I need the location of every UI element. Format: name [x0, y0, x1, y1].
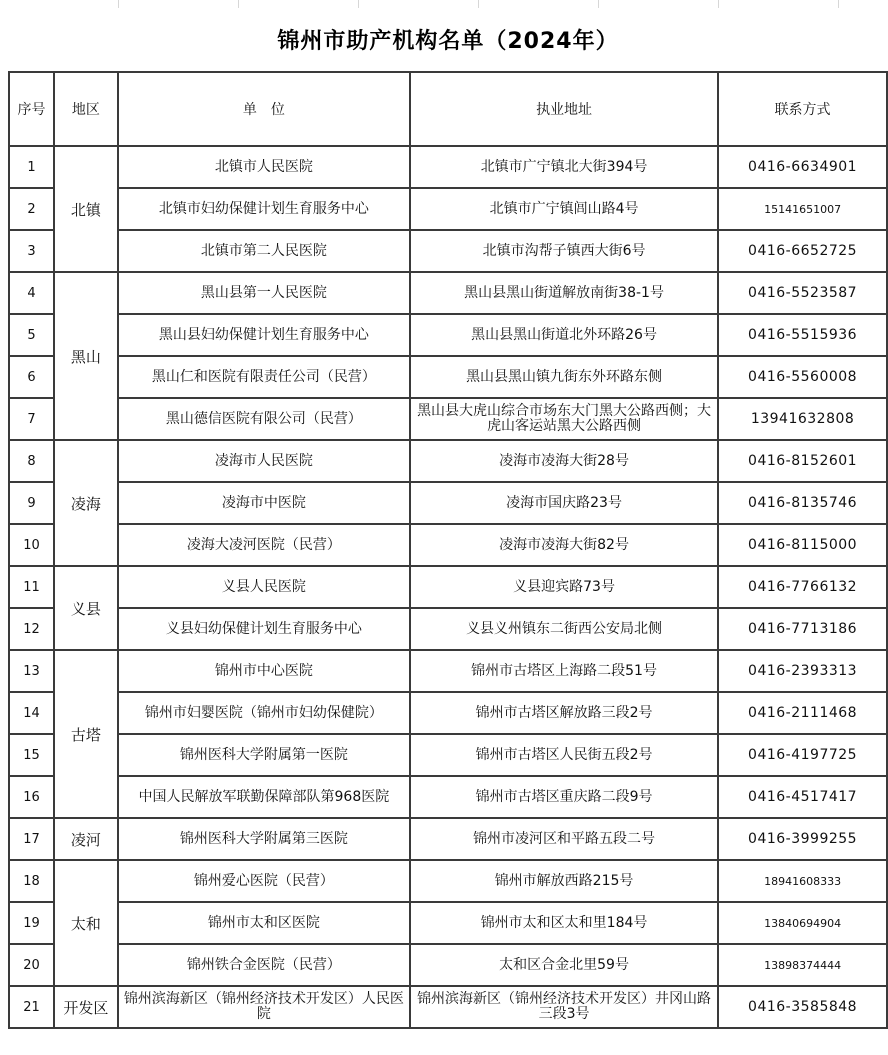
phone: 0416-3999255 — [718, 818, 887, 860]
address: 黑山县黑山街道北外环路26号 — [410, 314, 718, 356]
phone: 13898374444 — [718, 944, 887, 986]
area-cell: 太和 — [54, 860, 118, 986]
phone: 0416-4517417 — [718, 776, 887, 818]
row-no: 15 — [9, 734, 54, 776]
row-no: 3 — [9, 230, 54, 272]
unit-name: 锦州铁合金医院（民营） — [118, 944, 410, 986]
row-no: 10 — [9, 524, 54, 566]
area-cell: 凌河 — [54, 818, 118, 860]
unit-name: 黑山仁和医院有限责任公司（民营） — [118, 356, 410, 398]
row-no: 16 — [9, 776, 54, 818]
document-title: 锦州市助产机构名单（2024年） — [277, 29, 619, 54]
phone: 13941632808 — [718, 398, 887, 440]
row-no: 1 — [9, 146, 54, 188]
phone: 0416-6634901 — [718, 146, 887, 188]
table-row — [9, 146, 887, 188]
header-unit: 单 位 — [118, 72, 410, 146]
row-no: 6 — [9, 356, 54, 398]
area-cell: 北镇 — [54, 146, 118, 272]
header-phone: 联系方式 — [718, 72, 887, 146]
unit-name: 北镇市第二人民医院 — [118, 230, 410, 272]
address: 北镇市广宁镇北大街394号 — [410, 146, 718, 188]
unit-name: 中国人民解放军联勤保障部队第968医院 — [118, 776, 410, 818]
table-row — [9, 482, 887, 524]
phone: 0416-6652725 — [718, 230, 887, 272]
row-no: 17 — [9, 818, 54, 860]
table-row — [9, 734, 887, 776]
unit-name: 锦州医科大学附属第三医院 — [118, 818, 410, 860]
row-no: 19 — [9, 902, 54, 944]
table-row — [9, 398, 887, 440]
row-no: 18 — [9, 860, 54, 902]
row-no: 21 — [9, 986, 54, 1028]
area-cell: 黑山 — [54, 272, 118, 440]
table-row — [9, 272, 887, 314]
unit-name: 凌海市人民医院 — [118, 440, 410, 482]
row-no: 14 — [9, 692, 54, 734]
area-cell: 开发区 — [54, 986, 118, 1028]
address: 锦州市解放西路215号 — [410, 860, 718, 902]
row-no: 20 — [9, 944, 54, 986]
row-no: 12 — [9, 608, 54, 650]
table-row — [9, 650, 887, 692]
header-no: 序号 — [9, 72, 54, 146]
table-row — [9, 314, 887, 356]
table-row — [9, 818, 887, 860]
table-row — [9, 566, 887, 608]
address: 凌海市凌海大街28号 — [410, 440, 718, 482]
table-row — [9, 902, 887, 944]
table-row — [9, 986, 887, 1028]
address: 黑山县大虎山综合市场东大门黑大公路西侧；大虎山客运站黑大公路西侧 — [410, 398, 718, 440]
phone: 0416-5523587 — [718, 272, 887, 314]
phone: 0416-8135746 — [718, 482, 887, 524]
unit-name: 凌海大凌河医院（民营） — [118, 524, 410, 566]
address: 凌海市国庆路23号 — [410, 482, 718, 524]
document-sheet — [8, 8, 888, 1055]
table-row — [9, 440, 887, 482]
address: 锦州滨海新区（锦州经济技术开发区）井冈山路三段3号 — [410, 986, 718, 1028]
unit-name: 义县人民医院 — [118, 566, 410, 608]
unit-name: 北镇市妇幼保健计划生育服务中心 — [118, 188, 410, 230]
table-row — [9, 230, 887, 272]
header-area: 地区 — [54, 72, 118, 146]
row-no: 9 — [9, 482, 54, 524]
phone: 0416-7766132 — [718, 566, 887, 608]
phone: 0416-7713186 — [718, 608, 887, 650]
row-no: 7 — [9, 398, 54, 440]
address: 锦州市古塔区上海路二段51号 — [410, 650, 718, 692]
phone: 0416-8115000 — [718, 524, 887, 566]
unit-name: 黑山县第一人民医院 — [118, 272, 410, 314]
phone: 18941608333 — [718, 860, 887, 902]
table-row — [9, 608, 887, 650]
phone: 0416-5515936 — [718, 314, 887, 356]
institution-table — [8, 71, 888, 1029]
row-no: 2 — [9, 188, 54, 230]
area-cell: 凌海 — [54, 440, 118, 566]
unit-name: 锦州市太和区医院 — [118, 902, 410, 944]
unit-name: 黑山县妇幼保健计划生育服务中心 — [118, 314, 410, 356]
unit-name: 锦州市妇婴医院（锦州市妇幼保健院） — [118, 692, 410, 734]
address: 太和区合金北里59号 — [410, 944, 718, 986]
address: 锦州市太和区太和里184号 — [410, 902, 718, 944]
unit-name: 凌海市中医院 — [118, 482, 410, 524]
address: 锦州市凌河区和平路五段二号 — [410, 818, 718, 860]
phone: 0416-8152601 — [718, 440, 887, 482]
address: 义县义州镇东二街西公安局北侧 — [410, 608, 718, 650]
table-row — [9, 944, 887, 986]
row-no: 8 — [9, 440, 54, 482]
address: 北镇市广宁镇闾山路4号 — [410, 188, 718, 230]
row-no: 13 — [9, 650, 54, 692]
area-cell: 义县 — [54, 566, 118, 650]
address: 黑山县黑山镇九街东外环路东侧 — [410, 356, 718, 398]
phone: 0416-5560008 — [718, 356, 887, 398]
address: 锦州市古塔区解放路三段2号 — [410, 692, 718, 734]
area-cell: 古塔 — [54, 650, 118, 818]
address: 义县迎宾路73号 — [410, 566, 718, 608]
table-row — [9, 188, 887, 230]
unit-name: 黑山德信医院有限公司（民营） — [118, 398, 410, 440]
address: 北镇市沟帮子镇西大街6号 — [410, 230, 718, 272]
row-no: 4 — [9, 272, 54, 314]
phone: 0416-2393313 — [718, 650, 887, 692]
table-row — [9, 356, 887, 398]
address: 锦州市古塔区人民街五段2号 — [410, 734, 718, 776]
address: 黑山县黑山街道解放南街38-1号 — [410, 272, 718, 314]
unit-name: 锦州医科大学附属第一医院 — [118, 734, 410, 776]
unit-name: 锦州滨海新区（锦州经济技术开发区）人民医院 — [118, 986, 410, 1028]
table-row — [9, 860, 887, 902]
phone: 15141651007 — [718, 188, 887, 230]
header-row — [9, 72, 887, 146]
header-address: 执业地址 — [410, 72, 718, 146]
phone: 0416-3585848 — [718, 986, 887, 1028]
unit-name: 北镇市人民医院 — [118, 146, 410, 188]
unit-name: 锦州爱心医院（民营） — [118, 860, 410, 902]
table-row — [9, 692, 887, 734]
address: 凌海市凌海大街82号 — [410, 524, 718, 566]
phone: 0416-4197725 — [718, 734, 887, 776]
table-row — [9, 524, 887, 566]
row-no: 5 — [9, 314, 54, 356]
phone: 0416-2111468 — [718, 692, 887, 734]
address: 锦州市古塔区重庆路二段9号 — [410, 776, 718, 818]
table-row — [9, 776, 887, 818]
unit-name: 义县妇幼保健计划生育服务中心 — [118, 608, 410, 650]
unit-name: 锦州市中心医院 — [118, 650, 410, 692]
row-no: 11 — [9, 566, 54, 608]
phone: 13840694904 — [718, 902, 887, 944]
